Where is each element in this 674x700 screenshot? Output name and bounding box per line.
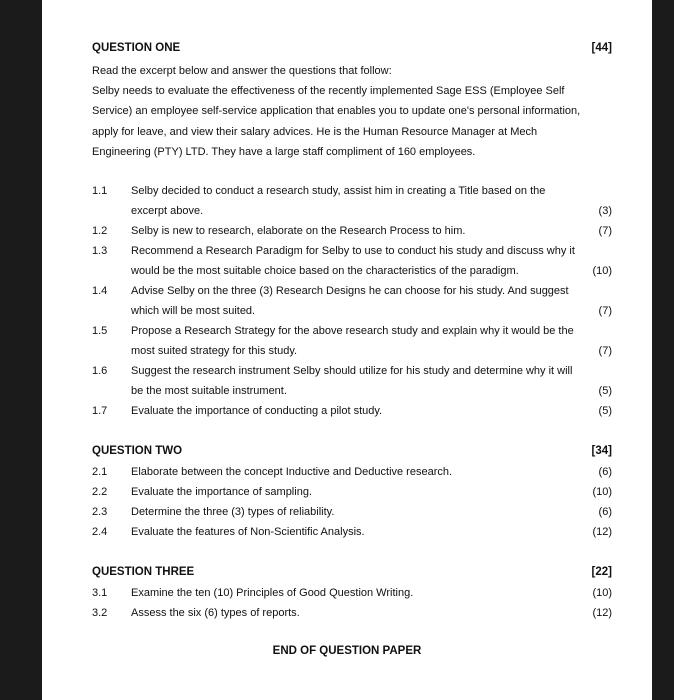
item-mark: (7) [598, 304, 612, 317]
question-item [92, 401, 612, 421]
item-number: 1.6 [92, 365, 108, 377]
question-item [92, 583, 612, 603]
item-mark: (5) [598, 384, 612, 397]
item-mark: (10) [592, 485, 612, 498]
item-number: 1.2 [92, 225, 108, 237]
item-text [131, 603, 603, 623]
question-one-heading [92, 42, 612, 54]
item-line: Evaluate the features of Non-Scientific Analysis. [131, 526, 365, 538]
item-number: 1.4 [92, 285, 108, 297]
item-number: 2.2 [92, 486, 108, 498]
item-number: 1.3 [92, 245, 108, 257]
intro-line: Service) an employee self-service application that enables you to update one's personal information, [92, 105, 581, 118]
item-line: Selby decided to conduct a research study, assist him in creating a Title based on the [131, 185, 546, 197]
item-mark: (7) [598, 344, 612, 357]
item-number: 1.5 [92, 325, 108, 337]
question-marks: [22] [591, 566, 612, 578]
item-line: Propose a Research Strategy for the above research study and explain why it would be the [131, 325, 574, 337]
question-paper-page [42, 0, 652, 700]
item-text [131, 401, 603, 421]
question-item [92, 462, 612, 482]
question-item [92, 482, 612, 502]
excerpt-intro [92, 61, 618, 162]
question-item [92, 241, 612, 281]
item-mark: (3) [598, 204, 612, 217]
item-text [131, 321, 603, 361]
item-mark: (6) [598, 505, 612, 518]
item-line: Advise Selby on the three (3) Research Designs he can choose for his study. And suggest [131, 285, 569, 297]
item-text [131, 181, 603, 221]
intro-line: Read the excerpt below and answer the questions that follow: [92, 65, 392, 77]
item-line: Elaborate between the concept Inductive and Deductive research. [131, 466, 453, 478]
question-item [92, 181, 612, 221]
item-mark: (10) [592, 264, 612, 277]
item-number: 3.1 [92, 587, 108, 599]
item-line: would be the most suitable choice based on the characteristics of the paradigm. [131, 265, 519, 278]
item-line: Suggest the research instrument Selby should utilize for his study and determine why it will [131, 365, 573, 377]
item-line: Assess the six (6) types of reports. [131, 607, 300, 619]
item-number: 2.4 [92, 526, 108, 538]
item-line: most suited strategy for this study. [131, 345, 298, 358]
item-mark: (10) [592, 586, 612, 599]
item-line: Determine the three (3) types of reliability. [131, 506, 335, 518]
item-text [131, 281, 603, 321]
item-text [131, 502, 603, 522]
item-mark: (12) [592, 525, 612, 538]
question-title: QUESTION TWO [92, 445, 183, 457]
item-text [131, 241, 603, 281]
item-number: 1.7 [92, 405, 108, 417]
intro-line: Selby needs to evaluate the effectiveness of the recently implemented Sage ESS (Employee Self [92, 85, 565, 98]
question-title: QUESTION THREE [92, 566, 195, 578]
item-text [131, 522, 603, 542]
item-number: 1.1 [92, 185, 108, 197]
item-line: Evaluate the importance of sampling. [131, 486, 312, 498]
item-line: which will be most suited. [131, 305, 256, 318]
item-text [131, 462, 603, 482]
item-text [131, 482, 603, 502]
item-mark: (5) [598, 404, 612, 417]
item-number: 2.1 [92, 466, 108, 478]
item-text [131, 361, 603, 401]
item-text [131, 221, 603, 241]
item-line: Examine the ten (10) Principles of Good Question Writing. [131, 587, 414, 599]
intro-line: Engineering (PTY) LTD. They have a large staff compliment of 160 employees. [92, 145, 476, 158]
question-item [92, 281, 612, 321]
question-marks: [44] [591, 42, 612, 54]
item-line: Evaluate the importance of conducting a pilot study. [131, 405, 383, 417]
item-mark: (12) [592, 606, 612, 619]
question-marks: [34] [591, 445, 612, 457]
item-line: Recommend a Research Paradigm for Selby to use to conduct his study and discuss why it [131, 245, 575, 257]
item-text [131, 583, 603, 603]
item-number: 3.2 [92, 607, 108, 619]
end-of-paper-text: END OF QUESTION PAPER [272, 645, 422, 657]
question-two-heading [92, 445, 612, 457]
question-item [92, 522, 612, 542]
question-item [92, 221, 612, 241]
question-item [92, 321, 612, 361]
question-item [92, 502, 612, 522]
item-line: be the most suitable instrument. [131, 385, 287, 398]
question-three-heading [92, 566, 612, 578]
question-item [92, 361, 612, 401]
intro-line: apply for leave, and view their salary advices. He is the Human Resource Manager at Mech [92, 125, 538, 138]
question-item [92, 603, 612, 623]
item-line: Selby is new to research, elaborate on the Research Process to him. [131, 225, 466, 237]
item-mark: (7) [598, 224, 612, 237]
item-line: excerpt above. [131, 205, 204, 218]
item-mark: (6) [598, 465, 612, 478]
question-title: QUESTION ONE [92, 42, 181, 54]
item-number: 2.3 [92, 506, 108, 518]
